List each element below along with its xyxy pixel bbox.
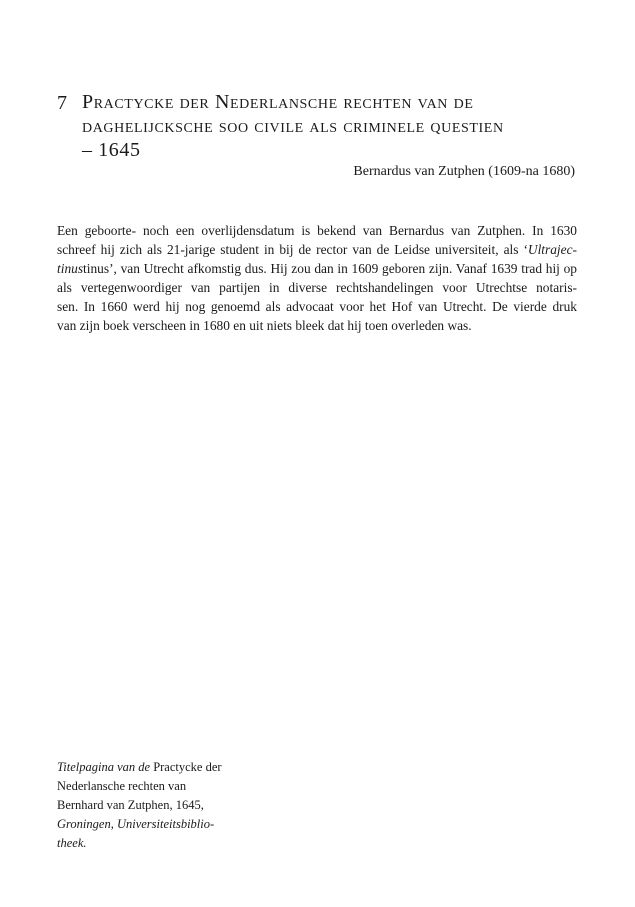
caption-line: Groningen, Universiteitsbiblio- [57, 817, 215, 831]
chapter-title-line: daghelijcksche soo civile als criminele questien [82, 115, 504, 137]
caption-text: Practycke der [150, 760, 222, 774]
caption-italic: Titelpagina van de [57, 760, 151, 774]
body-line-text: tinus’, van Utrecht afkomstig dus. Hij zou dan in 1609 geboren zijn. Vanaf 1639 trad hij op [83, 261, 577, 276]
image-caption [57, 758, 232, 853]
caption-line: Bernhard van Zutphen, 1645, [57, 798, 204, 812]
chapter-title-line: – 1645 [82, 139, 141, 161]
body-line-text: schreef hij zich als 21-jarige student in bij de rector van de Leidse universiteit, als ‘ [57, 242, 528, 257]
caption-line: Nederlansche rechten van [57, 779, 187, 793]
body-line: sen. In 1660 werd hij nog genoemd als advocaat voor het Hof van Utrecht. De vierde druk [57, 299, 577, 314]
body-line: van zijn boek verscheen in 1680 en uit niets bleek dat hij toen overleden was. [57, 318, 472, 333]
body-line [57, 240, 577, 259]
body-line: Een geboorte- noch een overlijdensdatum is bekend van Bernardus van Zutphen. In 1630 [57, 223, 577, 238]
body-line [57, 259, 577, 278]
body-line: als vertegenwoordiger van partijen in diverse rechtshandelingen voor Utrechtse notaris- [57, 280, 577, 295]
chapter-title [82, 90, 582, 162]
caption-line: theek. [57, 836, 87, 850]
chapter-title-line: Practycke der Nederlansche rechten van de [82, 91, 474, 113]
italic-term: Ultrajec- [527, 242, 577, 257]
caption-line [57, 758, 232, 777]
italic-term: tinus [57, 261, 84, 276]
chapter-author: Bernardus van Zutphen (1609-na 1680) [353, 164, 575, 179]
chapter-number: 7 [57, 92, 68, 114]
body-paragraph [57, 221, 577, 335]
